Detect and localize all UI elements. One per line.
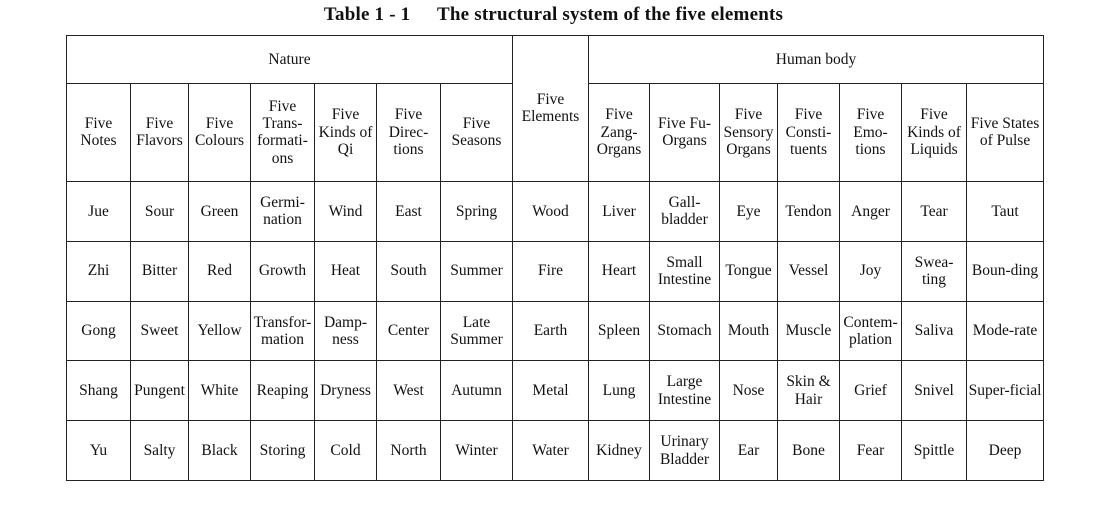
header-five-transformations: Five Trans-formati-ons xyxy=(251,83,315,181)
header-five-seasons: Five Seasons xyxy=(441,83,513,181)
table-cell: Boun-ding xyxy=(967,241,1044,301)
table-cell: Shang xyxy=(67,361,131,421)
table-cell: Deep xyxy=(967,421,1044,481)
table-cell: North xyxy=(377,421,441,481)
header-five-flavors: Five Flavors xyxy=(131,83,189,181)
table-cell: Heat xyxy=(315,241,377,301)
table-cell: Heart xyxy=(589,241,650,301)
table-cell: Late Summer xyxy=(441,301,513,361)
header-five-notes: Five Notes xyxy=(67,83,131,181)
table-cell: Urinary Bladder xyxy=(650,421,720,481)
table-cell: Stomach xyxy=(650,301,720,361)
table-cell: Salty xyxy=(131,421,189,481)
table-cell: Ear xyxy=(720,421,778,481)
table-cell: Tear xyxy=(902,181,967,241)
table-cell: South xyxy=(377,241,441,301)
table-row xyxy=(67,301,1044,361)
table-cell: Storing xyxy=(251,421,315,481)
table-cell: Fear xyxy=(840,421,902,481)
table-cell: Damp-ness xyxy=(315,301,377,361)
table-title: The structural system of the five elements xyxy=(437,4,784,25)
header-five-elements: Five Elements xyxy=(513,36,589,182)
table-cell: Mode-rate xyxy=(967,301,1044,361)
header-five-zang-organs: Five Zang-Organs xyxy=(589,83,650,181)
table-cell: Dryness xyxy=(315,361,377,421)
table-cell: Nose xyxy=(720,361,778,421)
table-cell: Black xyxy=(189,421,251,481)
table-cell: Large Intestine xyxy=(650,361,720,421)
table-cell: Vessel xyxy=(778,241,840,301)
table-cell: Muscle xyxy=(778,301,840,361)
table-cell: Center xyxy=(377,301,441,361)
table-cell: Bone xyxy=(778,421,840,481)
table-cell: Skin & Hair xyxy=(778,361,840,421)
element-cell: Fire xyxy=(513,241,589,301)
table-cell: Lung xyxy=(589,361,650,421)
table-cell: Cold xyxy=(315,421,377,481)
table-cell: Sour xyxy=(131,181,189,241)
table-cell: Swea-ting xyxy=(902,241,967,301)
table-cell: Contem-plation xyxy=(840,301,902,361)
header-five-colours: Five Colours xyxy=(189,83,251,181)
table-cell: Taut xyxy=(967,181,1044,241)
table-cell: Red xyxy=(189,241,251,301)
header-five-kinds-of-qi: Five Kinds of Qi xyxy=(315,83,377,181)
table-cell: Tongue xyxy=(720,241,778,301)
element-cell: Water xyxy=(513,421,589,481)
table-cell: Gong xyxy=(67,301,131,361)
table-cell: Jue xyxy=(67,181,131,241)
table-cell: Joy xyxy=(840,241,902,301)
header-five-states-of-pulse: Five States of Pulse xyxy=(967,83,1044,181)
table-cell: Germi-nation xyxy=(251,181,315,241)
table-cell: Saliva xyxy=(902,301,967,361)
table-cell: Bitter xyxy=(131,241,189,301)
table-cell: Yu xyxy=(67,421,131,481)
group-human-body: Human body xyxy=(589,36,1044,84)
table-cell: East xyxy=(377,181,441,241)
table-cell: Mouth xyxy=(720,301,778,361)
table-cell: Liver xyxy=(589,181,650,241)
element-cell: Earth xyxy=(513,301,589,361)
element-cell: Metal xyxy=(513,361,589,421)
table-cell: Pungent xyxy=(131,361,189,421)
table-cell: White xyxy=(189,361,251,421)
table-cell: Spring xyxy=(441,181,513,241)
table-cell: Reaping xyxy=(251,361,315,421)
table-number: Table 1 - 1 xyxy=(323,4,411,25)
table-row xyxy=(67,361,1044,421)
table-cell: Eye xyxy=(720,181,778,241)
table-row xyxy=(67,241,1044,301)
table-cell: Spleen xyxy=(589,301,650,361)
header-five-directions: Five Direc-tions xyxy=(377,83,441,181)
table-cell: Tendon xyxy=(778,181,840,241)
table-row xyxy=(67,181,1044,241)
group-nature: Nature xyxy=(67,36,513,84)
table-cell: Growth xyxy=(251,241,315,301)
table-cell: West xyxy=(377,361,441,421)
element-cell: Wood xyxy=(513,181,589,241)
table-cell: Yellow xyxy=(189,301,251,361)
header-five-emotions: Five Emo-tions xyxy=(840,83,902,181)
table-cell: Super-ficial xyxy=(967,361,1044,421)
table-cell: Wind xyxy=(315,181,377,241)
table-cell: Summer xyxy=(441,241,513,301)
table-cell: Transfor-mation xyxy=(251,301,315,361)
group-header-row xyxy=(67,36,1044,84)
five-elements-table xyxy=(66,35,1044,481)
table-cell: Zhi xyxy=(67,241,131,301)
table-cell: Sweet xyxy=(131,301,189,361)
table-cell: Grief xyxy=(840,361,902,421)
table-cell: Anger xyxy=(840,181,902,241)
table-cell: Winter xyxy=(441,421,513,481)
table-cell: Spittle xyxy=(902,421,967,481)
table-cell: Snivel xyxy=(902,361,967,421)
header-five-sensory-organs: Five Sensory Organs xyxy=(720,83,778,181)
table-cell: Green xyxy=(189,181,251,241)
header-five-fu-organs: Five Fu-Organs xyxy=(650,83,720,181)
table-caption xyxy=(0,4,1107,26)
table-row xyxy=(67,421,1044,481)
header-five-constituents: Five Consti-tuents xyxy=(778,83,840,181)
table-cell: Small Intestine xyxy=(650,241,720,301)
table-cell: Kidney xyxy=(589,421,650,481)
table-cell: Autumn xyxy=(441,361,513,421)
table-cell: Gall-bladder xyxy=(650,181,720,241)
header-five-kinds-of-liquids: Five Kinds of Liquids xyxy=(902,83,967,181)
